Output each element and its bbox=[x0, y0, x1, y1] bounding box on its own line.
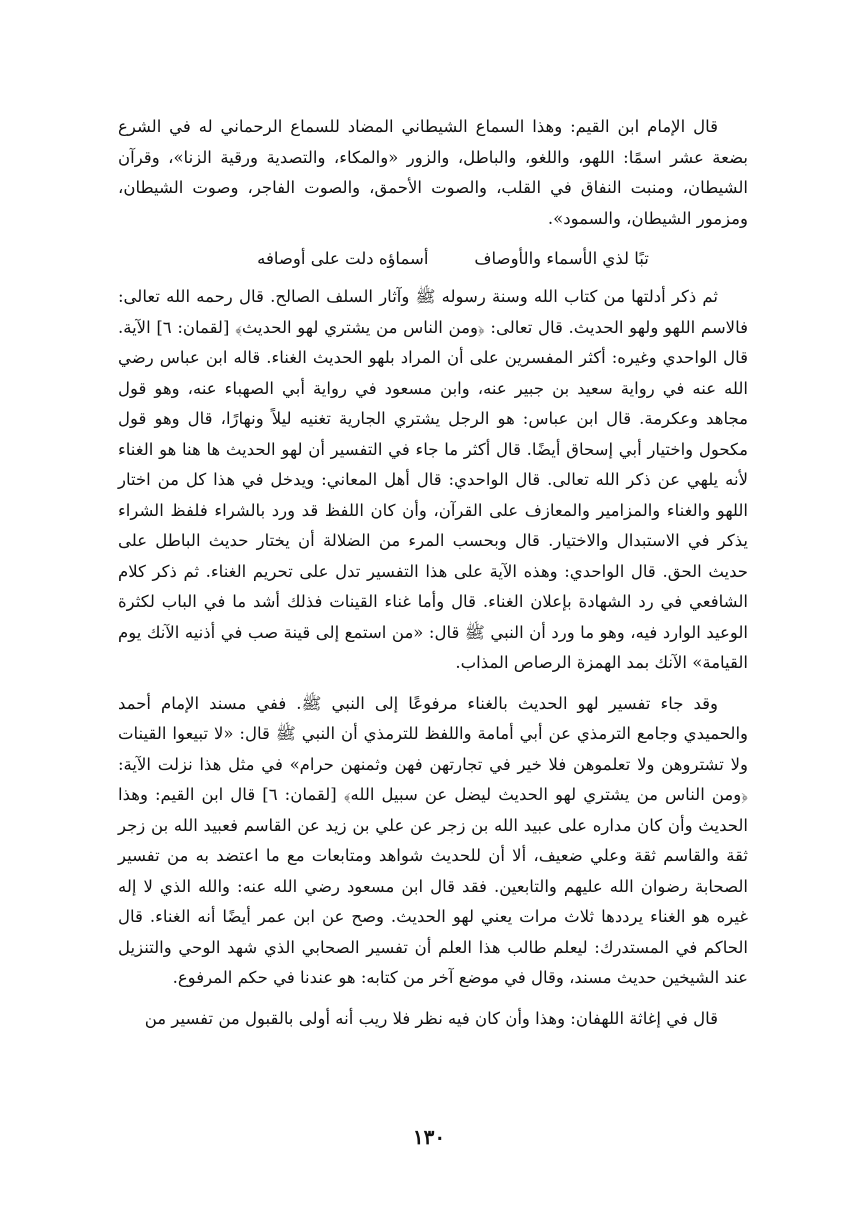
paragraph-intro: قال الإمام ابن القيم: وهذا السماع الشيطاني المضاد للسماع الرحماني له في الشرع بضعة عشر اسمًا: اللهو، واللغو، والباطل، والزور «والمكاء، والتصدية ورقية الزنا»، وقرآن الشيطان، ومنبت النفاق في القلب، والصوت الأحمق، والصوت الفاجر، وصوت الشيطان، ومزمور الشيطان، والسمود». bbox=[118, 117, 748, 228]
page-body bbox=[118, 112, 748, 1044]
paragraph-closing: قال في إغاثة اللهفان: وهذا وأن كان فيه نظر فلا ريب أنه أولى بالقبول من تفسير من bbox=[144, 1008, 718, 1028]
paragraph-evidence: ثم ذكر أدلتها من كتاب الله وسنة رسوله ﷺ وآثار السلف الصالح. قال رحمه الله تعالى: فالاسم اللهو ولهو الحديث. قال تعالى: ﴿ومن الناس من يشتري لهو الحديث﴾ [لقمان: ٦] الآية. قال الواحدي وغيره: أكثر المفسرين على أن المراد بلهو الحديث الغناء. قاله ابن عباس رضي الله عنه في رواية سعيد بن جبير عنه، وابن مسعود في رواية أبي الصهباء عنه، وهو قول مجاهد وعكرمة. قال ابن عباس: هو الرجل يشتري الجارية تغنيه ليلاً ونهارًا، قال وهو قول مكحول واختيار أبي إسحاق أيضًا. قال أكثر ما جاء في التفسير أن لهو الحديث ها هنا هو الغناء لأنه يلهي عن ذكر الله تعالى. قال الواحدي: قال أهل المعاني: ويدخل في هذا كل من اختار اللهو والغناء والمزامير والمعازف على القرآن، وأن كان اللفظ قد ورد بالشراء فلفظ الشراء يذكر في الاستبدال والاختيار. قال وبحسب المرء من الضلالة أن يختار حديث الباطل على حديث الحق. قال الواحدي: وهذه الآية على هذا التفسير تدل على تحريم الغناء. ثم ذكر كلام الشافعي في رد الشهادة بإعلان الغناء. قال وأما غناء القينات فذلك أشد ما في الباب لكثرة الوعيد الوارد فيه، وهو ما ورد أن النبي ﷺ قال: «من استمع إلى قينة صب في أذنيه الآنك يوم القيامة» الآنك بمد الهمزة الرصاص المذاب. bbox=[118, 287, 748, 672]
verse-second-hemistich: أسماؤه دلت على أوصافه bbox=[257, 249, 429, 268]
paragraph-hadith: وقد جاء تفسير لهو الحديث بالغناء مرفوعًا إلى النبي ﷺ. ففي مسند الإمام أحمد والحميدي وجامع الترمذي عن أبي أمامة واللفظ للترمذي أن النبي ﷺ قال: «لا تبيعوا القينات ولا تشتروهن ولا تعلموهن فلا خير في تجارتهن فهن وثمنهن حرام» في مثل هذا نزلت الآية: ﴿ومن الناس من يشتري لهو الحديث ليضل عن سبيل الله﴾ [لقمان: ٦] قال ابن القيم: وهذا الحديث وأن كان مداره على عبيد الله بن زجر عن علي بن زيد عن القاسم فعبيد الله بن زجر ثقة والقاسم ثقة وعلي ضعيف، ألا أن للحديث شواهد ومتابعات مع ما اعتضد به من تفسير الصحابة رضوان الله عليهم والتابعين. فقد قال ابن مسعود رضي الله عنه: والله الذي لا إله غيره هو الغناء يرددها ثلاث مرات يعني لهو الحديث. وصح عن ابن عمر أيضًا أنه الغناء. قال الحاكم في المستدرك: ليعلم طالب هذا العلم أن تفسير الصحابي الذي شهد الوحي والتنزيل عند الشيخين حديث مسند، وقال في موضع آخر من كتابه: هو عندنا في حكم المرفوع. bbox=[118, 693, 748, 987]
poetry-verse bbox=[118, 244, 748, 274]
page-number: ١٣٠ bbox=[412, 1125, 446, 1149]
verse-first-hemistich: تبًا لذي الأسماء والأوصاف bbox=[474, 249, 649, 268]
